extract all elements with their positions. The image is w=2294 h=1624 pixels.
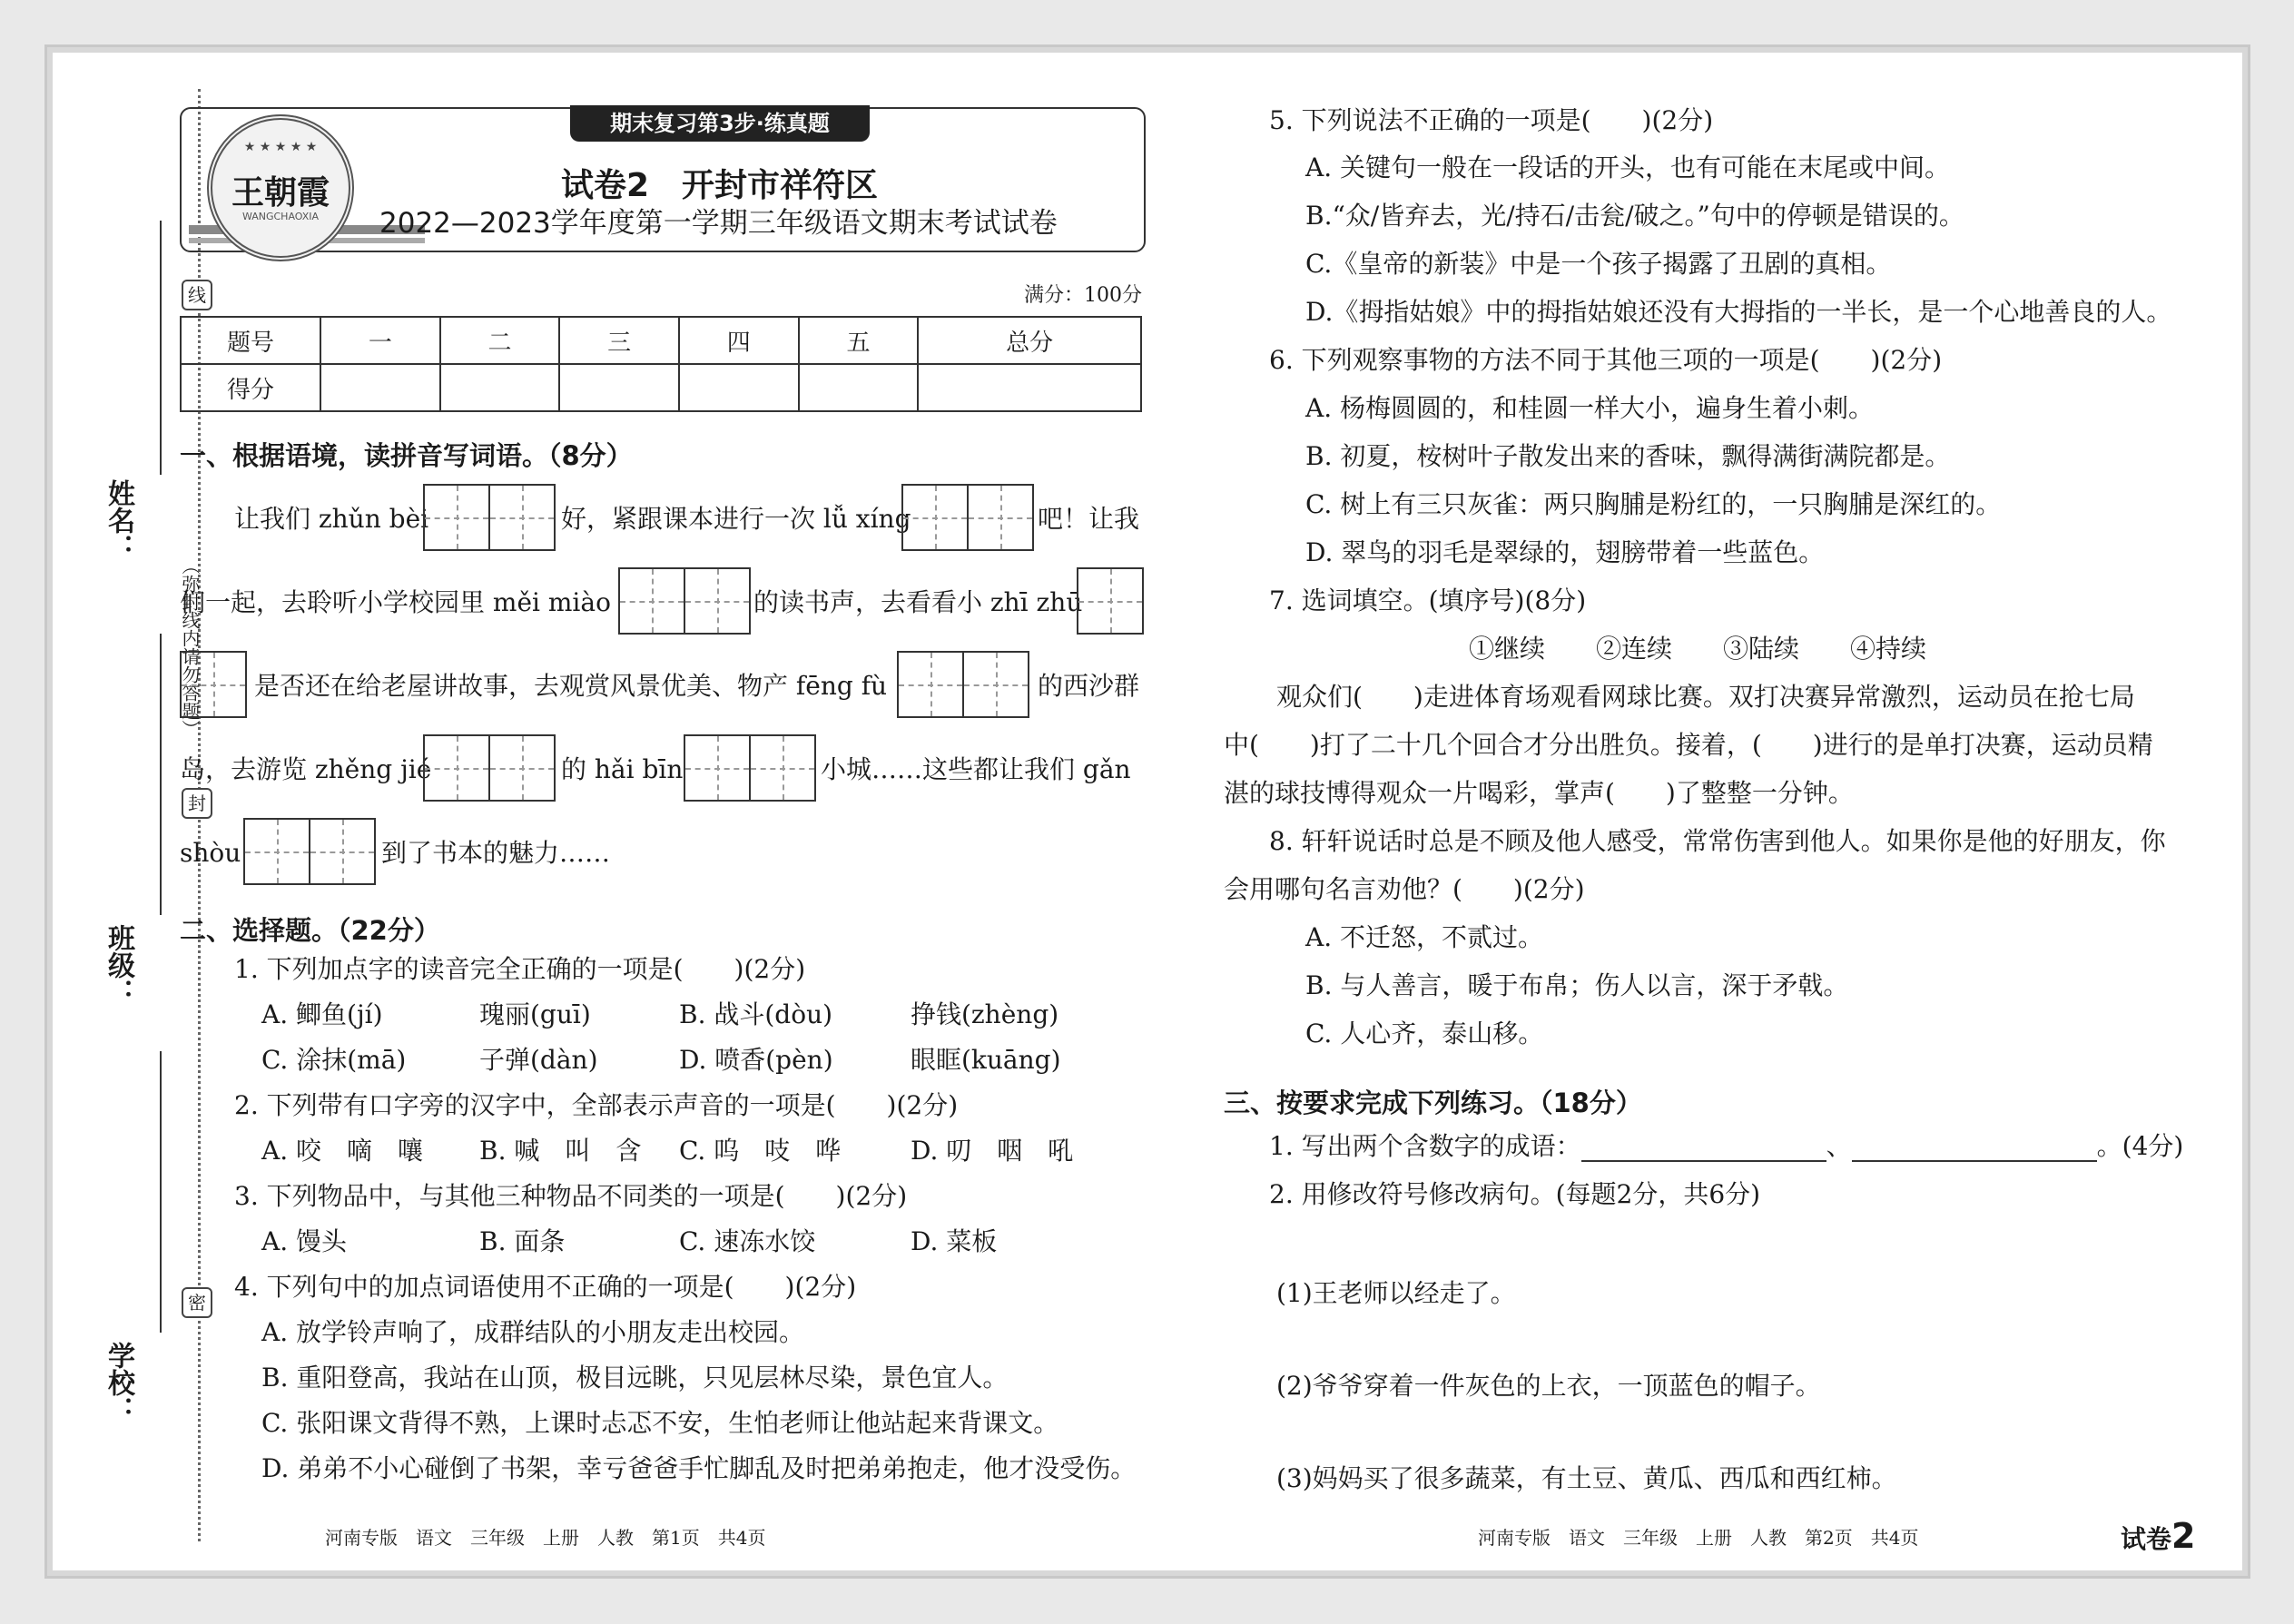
score-cell[interactable]	[559, 364, 679, 411]
q7-word-bank: ①继续 ②连续 ③陆续 ④持续	[1469, 634, 1927, 664]
pinyin-grid[interactable]	[243, 818, 376, 885]
section1-line3	[180, 651, 1142, 723]
score-header-cell: 三	[559, 317, 679, 364]
score-header-cell: 二	[440, 317, 560, 364]
score-cell[interactable]	[440, 364, 560, 411]
q1-option: 挣钱(zhèng)	[911, 999, 1059, 1029]
pinyin-grid[interactable]	[684, 734, 816, 802]
s3-q1-sep: 、	[1826, 1131, 1852, 1161]
section3-title: 三、按要求完成下列练习。（18分）	[1224, 1088, 1642, 1118]
tag-line: 线	[182, 280, 212, 310]
score-row-label: 得分	[181, 364, 320, 411]
s1-text: 好，紧跟课本进行一次 lǚ xíng	[561, 504, 911, 534]
s1-text: 吧！让我	[1038, 504, 1140, 534]
s3-q2-stem: 2. 用修改符号修改病句。(每题2分，共6分)	[1269, 1179, 1761, 1209]
score-table	[180, 316, 1142, 412]
q2-stem: 2. 下列带有口字旁的汉字中，全部表示声音的一项是( )(2分)	[234, 1090, 959, 1120]
q1-option[interactable]: C. 涂抹(mā)	[261, 1045, 407, 1075]
pinyin-grid[interactable]	[180, 651, 247, 718]
s3-q1-stem: 1. 写出两个含数字的成语：	[1269, 1131, 1581, 1161]
q8-option[interactable]: B. 与人善言，暖于布帛；伤人以言，深于矛戟。	[1305, 970, 1849, 1000]
s1-text: 的 hǎi bīn	[561, 754, 684, 784]
pinyin-grid[interactable]	[897, 651, 1029, 718]
q1-option: 眼眶(kuāng)	[911, 1045, 1061, 1075]
q3-option[interactable]: B. 面条	[479, 1226, 566, 1256]
logo-text: 王朝霞	[231, 173, 330, 212]
s1-text: shòu	[180, 838, 241, 868]
q1-option[interactable]: D. 喷香(pèn)	[679, 1045, 833, 1075]
score-cell[interactable]	[799, 364, 919, 411]
q5-option[interactable]: A. 关键句一般在一段话的开头，也有可能在末尾或中间。	[1305, 153, 1951, 182]
score-cell[interactable]	[679, 364, 799, 411]
s1-text: 是否还在给老屋讲故事，去观赏风景优美、物产 fēng fù	[254, 671, 888, 701]
s1-text: 小城……这些都让我们 gǎn	[821, 754, 1131, 784]
section1-title: 一、根据语境，读拼音写词语。（8分）	[180, 440, 633, 471]
q3-option[interactable]: D. 菜板	[911, 1226, 998, 1256]
s1-text: 岛，去游览 zhěng jié	[180, 754, 432, 784]
section1-line1	[180, 484, 1142, 556]
s3-q1-points: 。(4分)	[2096, 1131, 2184, 1161]
q2-option[interactable]: B. 喊 叫 含	[479, 1136, 642, 1166]
q3-stem: 3. 下列物品中，与其他三种物品不同类的一项是( )(2分)	[234, 1181, 908, 1211]
q6-option[interactable]: A. 杨梅圆圆的，和桂圆一样大小，遍身生着小刺。	[1305, 393, 1875, 423]
q8-stem: 8. 轩轩说话时总是不顾及他人感受，常常伤害到他人。如果你是他的好朋友，你	[1269, 826, 2166, 856]
q1-option: 子弹(dàn)	[479, 1045, 598, 1075]
class-label: 班级：	[103, 924, 134, 1006]
s1-text: 到了书本的魅力……	[381, 838, 611, 868]
exam-sheet	[53, 53, 2242, 1570]
score-table-row	[181, 364, 1141, 411]
q3-option[interactable]: C. 速冻水饺	[679, 1226, 816, 1256]
q2-option[interactable]: A. 咬 嘀 嚷	[261, 1136, 424, 1166]
sick-sentence[interactable]: (1)王老师以经走了。	[1276, 1278, 1516, 1308]
score-header-cell: 五	[799, 317, 919, 364]
q6-option[interactable]: C. 树上有三只灰雀：两只胸脯是粉红的，一只胸脯是深红的。	[1305, 489, 2002, 519]
score-header-cell: 题号	[181, 317, 320, 364]
q5-option[interactable]: B.“众/皆弃去，光/持石/击瓮/破之。”句中的停顿是错误的。	[1305, 201, 1964, 231]
pinyin-grid[interactable]	[901, 484, 1034, 551]
q4-option[interactable]: C. 张阳课文背得不熟，上课时忐忑不安，生怕老师让他站起来背课文。	[261, 1408, 1059, 1438]
section1-line2	[180, 567, 1142, 640]
paper-subtitle: 2022—2023学年度第一学期三年级语文期末考试试卷	[379, 207, 1058, 240]
paper-number: 2	[2171, 1516, 2196, 1556]
q5-option[interactable]: D.《拇指姑娘》中的拇指姑娘还没有大拇指的一半长，是一个心地善良的人。	[1305, 297, 2172, 327]
q3-option[interactable]: A. 馒头	[261, 1226, 348, 1256]
q1-option: 瑰丽(guī)	[479, 999, 591, 1029]
q7-passage: 观众们( )走进体育场观看网球比赛。双打决赛异常激烈，运动员在抢七局	[1276, 682, 2135, 712]
paper-label: 试卷	[2121, 1524, 2172, 1554]
q1-option[interactable]: A. 鲫鱼(jí)	[261, 999, 383, 1029]
q2-option[interactable]: D. 叨 咽 吼	[911, 1136, 1074, 1166]
score-cell[interactable]	[320, 364, 440, 411]
publisher-logo	[207, 114, 354, 261]
pinyin-grid[interactable]	[1077, 567, 1144, 635]
section1-line5	[180, 818, 1142, 891]
score-header-cell: 总分	[918, 317, 1141, 364]
q7-stem: 7. 选词填空。(填序号)(8分)	[1269, 586, 1587, 615]
idiom-answer-line[interactable]	[1581, 1137, 1826, 1162]
s1-text: 的西沙群	[1038, 671, 1140, 701]
q1-stem: 1. 下列加点字的读音完全正确的一项是( )(2分)	[234, 954, 806, 984]
q8-option[interactable]: C. 人心齐，泰山移。	[1305, 1019, 1544, 1048]
pinyin-grid[interactable]	[423, 484, 556, 551]
s1-text: 让我们 zhǔn bèi	[234, 504, 429, 534]
q7-passage: 中( )打了二十几个回合才分出胜负。接着，( )进行的是单打决赛，运动员精	[1224, 730, 2153, 760]
q4-option[interactable]: D. 弟弟不小心碰倒了书架，幸亏爸爸手忙脚乱及时把弟弟抱走，他才没受伤。	[261, 1453, 1137, 1483]
school-label: 学校：	[103, 1342, 134, 1423]
q8-stem: 会用哪句名言劝他？( )(2分)	[1224, 874, 1585, 904]
q4-stem: 4. 下列句中的加点词语使用不正确的一项是( )(2分)	[234, 1272, 857, 1302]
tag-close: 密	[182, 1287, 212, 1318]
logo-stars: ★ ★ ★ ★ ★	[243, 140, 318, 154]
score-header-cell: 四	[679, 317, 799, 364]
sick-sentence[interactable]: (3)妈妈买了很多蔬菜，有土豆、黄瓜、西瓜和西红柿。	[1276, 1463, 1897, 1493]
name-label: 姓名：	[103, 479, 134, 561]
seal-note: （弥封线内请勿答题）	[179, 556, 201, 738]
section1-line4	[180, 734, 1142, 807]
sick-sentence[interactable]: (2)爷爷穿着一件灰色的上衣，一顶蓝色的帽子。	[1276, 1371, 1821, 1401]
section2-title: 二、选择题。（22分）	[180, 915, 440, 946]
score-cell[interactable]	[918, 364, 1141, 411]
full-score: 满分：100分	[1024, 284, 1142, 307]
q5-option[interactable]: C.《皇帝的新装》中是一个孩子揭露了丑剧的真相。	[1305, 249, 1892, 279]
footer-left: 河南专版 语文 三年级 上册 人教 第1页 共4页	[325, 1527, 766, 1549]
q6-option[interactable]: B. 初夏，桉树叶子散发出来的香味，飘得满街满院都是。	[1305, 441, 1951, 471]
score-header-cell: 一	[320, 317, 440, 364]
q6-option[interactable]: D. 翠鸟的羽毛是翠绿的，翅膀带着一些蓝色。	[1305, 537, 1825, 567]
q4-option[interactable]: B. 重阳登高，我站在山顶，极目远眺，只见层林尽染，景色宜人。	[261, 1363, 1009, 1393]
score-table-header-row	[181, 317, 1141, 364]
q7-passage: 湛的球技博得观众一片喝彩，掌声( )了整整一分钟。	[1224, 778, 1854, 808]
q1-option[interactable]: B. 战斗(dòu)	[679, 999, 833, 1029]
q6-stem: 6. 下列观察事物的方法不同于其他三项的一项是( )(2分)	[1269, 345, 1943, 375]
s1-text: 的读书声，去看看小 zhī zhū	[753, 587, 1083, 617]
q2-option[interactable]: C. 呜 吱 哗	[679, 1136, 842, 1166]
tag-seal: 封	[182, 788, 212, 819]
pinyin-grid[interactable]	[423, 734, 556, 802]
footer-right: 河南专版 语文 三年级 上册 人教 第2页 共4页	[1478, 1527, 1919, 1549]
s1-text: 们一起，去聆听小学校园里 měi miào	[180, 587, 611, 617]
pinyin-grid[interactable]	[618, 567, 751, 635]
name-field[interactable]	[160, 221, 162, 475]
school-field[interactable]	[160, 1051, 162, 1333]
class-field[interactable]	[160, 634, 162, 915]
paper-number-tag	[2121, 1516, 2195, 1556]
q4-option[interactable]: A. 放学铃声响了，成群结队的小朋友走出校园。	[261, 1317, 805, 1347]
review-banner: 期末复习第3步·练真题	[570, 105, 870, 142]
q5-stem: 5. 下列说法不正确的一项是( )(2分)	[1269, 105, 1714, 135]
paper-title: 试卷2 开封市祥符区	[561, 167, 879, 204]
idiom-answer-line[interactable]	[1852, 1137, 2097, 1162]
s3-q1	[1269, 1131, 2183, 1162]
q8-option[interactable]: A. 不迁怒，不贰过。	[1305, 922, 1544, 952]
logo-sub: WANGCHAOXIA	[241, 211, 320, 222]
